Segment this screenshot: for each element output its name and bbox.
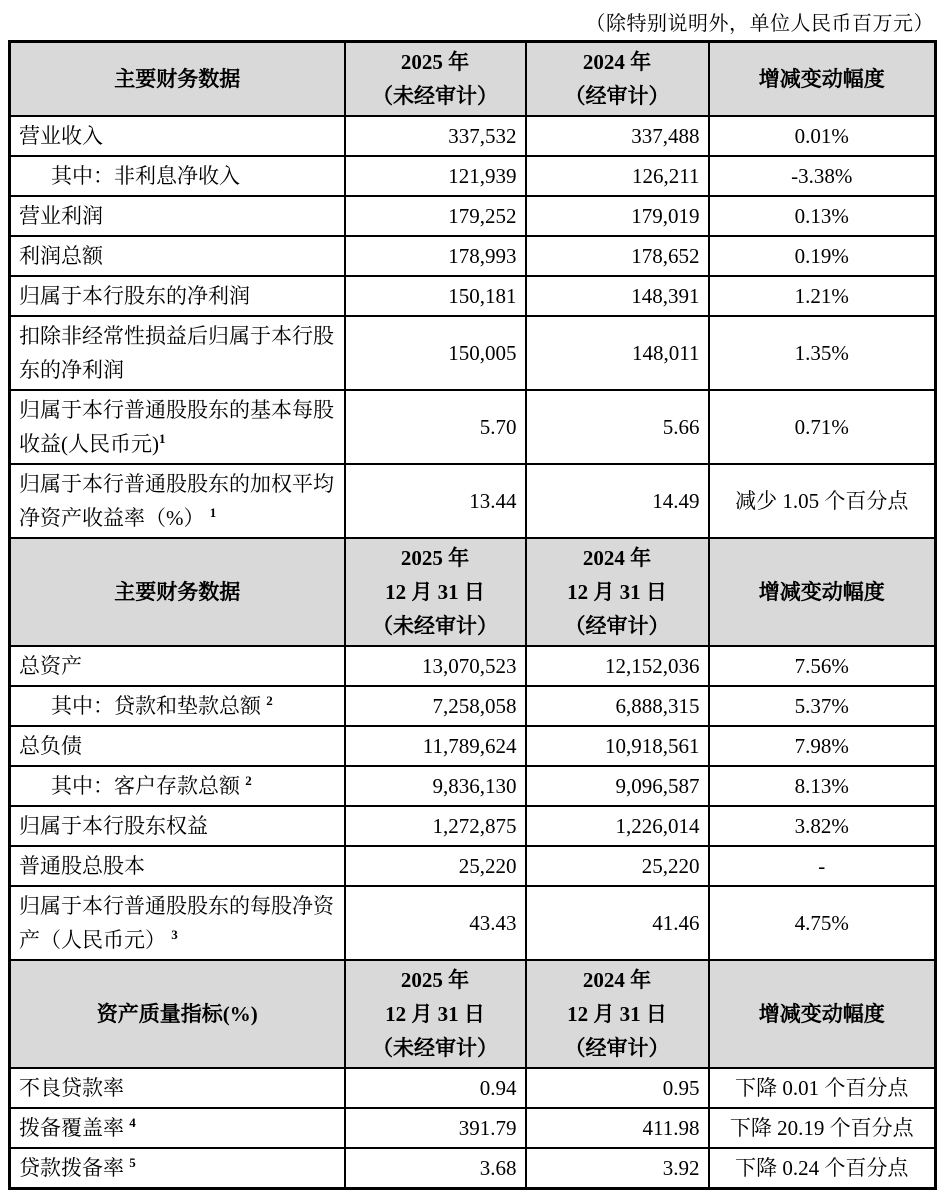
value-2024: 5.66 [526, 390, 709, 464]
row-label [10, 390, 345, 464]
value-2025: 1,272,875 [345, 806, 526, 846]
table-row [10, 686, 936, 726]
value-2024: 14.49 [526, 464, 709, 538]
change-value: 7.98% [709, 726, 936, 766]
value-2024: 6,888,315 [526, 686, 709, 726]
change-value: 1.35% [709, 316, 936, 390]
row-label [10, 276, 345, 316]
row-label-text: 利润总额 [19, 244, 103, 268]
header-change-label: 增减变动幅度 [709, 538, 936, 646]
financial-table [8, 40, 937, 1190]
row-label [10, 156, 345, 196]
header-change-label: 增减变动幅度 [709, 42, 936, 117]
row-label [10, 686, 345, 726]
footnote-marker: 5 [129, 1155, 136, 1170]
value-2025: 7,258,058 [345, 686, 526, 726]
row-label [10, 766, 345, 806]
footnote-marker: 1 [209, 505, 217, 520]
footnote-marker: 2 [266, 693, 273, 708]
footnote-marker: 4 [129, 1115, 136, 1130]
section-header-row [10, 960, 936, 1068]
header-change-label: 增减变动幅度 [709, 960, 936, 1068]
header-line: 12 月 31 日 [385, 580, 485, 604]
row-label [10, 806, 345, 846]
row-label [10, 1148, 345, 1189]
value-2024: 178,652 [526, 236, 709, 276]
header-line: 12 月 31 日 [385, 1002, 485, 1026]
value-2024: 10,918,561 [526, 726, 709, 766]
row-label [10, 316, 345, 390]
change-value: 减少 1.05 个百分点 [709, 464, 936, 538]
value-2024: 9,096,587 [526, 766, 709, 806]
header-line: 2024 年 [582, 546, 652, 570]
change-value: 4.75% [709, 886, 936, 960]
value-2024: 126,211 [526, 156, 709, 196]
table-row [10, 1068, 936, 1108]
value-2025: 0.94 [345, 1068, 526, 1108]
row-label-text: 归属于本行股东权益 [19, 814, 208, 838]
table-row [10, 886, 936, 960]
change-value: 7.56% [709, 646, 936, 686]
value-2025: 179,252 [345, 196, 526, 236]
value-2025: 337,532 [345, 116, 526, 156]
change-value: 0.71% [709, 390, 936, 464]
row-label [10, 196, 345, 236]
row-label-text: 营业收入 [19, 124, 103, 148]
table-row [10, 316, 936, 390]
header-line: （未经审计） [372, 614, 498, 638]
header-line: （未经审计） [372, 1036, 498, 1060]
row-label-text: 归属于本行股东的净利润 [19, 284, 250, 308]
value-2024: 411.98 [526, 1108, 709, 1148]
row-label-text: 贷款拨备率 [19, 1156, 130, 1180]
table-row [10, 1108, 936, 1148]
financial-table-body [10, 42, 936, 1189]
header-metric-label: 主要财务数据 [10, 42, 345, 117]
header-line: （经审计） [564, 1036, 670, 1060]
table-row [10, 116, 936, 156]
value-2025: 43.43 [345, 886, 526, 960]
change-value: 下降 20.19 个百分点 [709, 1108, 936, 1148]
change-value: 0.13% [709, 196, 936, 236]
row-label-text: 归属于本行普通股股东的加权平均净资产收益率（%） [19, 472, 334, 530]
row-label [10, 1108, 345, 1148]
footnote-marker: 3 [171, 927, 178, 942]
row-label-text: 其中：非利息净收入 [51, 164, 240, 188]
header-line: （未经审计） [372, 84, 498, 108]
header-line: 2025 年 [400, 546, 470, 570]
row-label-text: 普通股总股本 [19, 854, 145, 878]
table-row [10, 646, 936, 686]
table-row [10, 766, 936, 806]
header-col-2025 [345, 42, 526, 117]
row-label [10, 646, 345, 686]
value-2025: 121,939 [345, 156, 526, 196]
header-col-2025 [345, 960, 526, 1068]
row-label-text: 归属于本行普通股股东的每股净资产（人民币元） [19, 894, 334, 952]
table-row [10, 196, 936, 236]
value-2025: 391.79 [345, 1108, 526, 1148]
change-value: 1.21% [709, 276, 936, 316]
table-row [10, 464, 936, 538]
header-line: 12 月 31 日 [567, 1002, 667, 1026]
change-value: 下降 0.24 个百分点 [709, 1148, 936, 1189]
change-value: 下降 0.01 个百分点 [709, 1068, 936, 1108]
header-metric-label: 资产质量指标(%) [10, 960, 345, 1068]
row-label [10, 886, 345, 960]
footnote-marker: 1 [159, 431, 166, 446]
change-value: 8.13% [709, 766, 936, 806]
header-line: （经审计） [564, 84, 670, 108]
header-line: 2024 年 [582, 968, 652, 992]
header-line: 2025 年 [400, 968, 470, 992]
table-row [10, 726, 936, 766]
row-label-text: 总资产 [19, 654, 82, 678]
table-row [10, 1148, 936, 1189]
table-row [10, 156, 936, 196]
value-2025: 13.44 [345, 464, 526, 538]
table-row [10, 236, 936, 276]
header-col-2024 [526, 960, 709, 1068]
value-2024: 148,391 [526, 276, 709, 316]
value-2024: 12,152,036 [526, 646, 709, 686]
unit-note: （除特别说明外，单位人民币百万元） [585, 13, 934, 35]
value-2025: 11,789,624 [345, 726, 526, 766]
row-label [10, 726, 345, 766]
value-2024: 41.46 [526, 886, 709, 960]
section-header-row [10, 538, 936, 646]
row-label-text: 营业利润 [19, 204, 103, 228]
value-2024: 179,019 [526, 196, 709, 236]
table-row [10, 846, 936, 886]
section-header-row [10, 42, 936, 117]
table-row [10, 390, 936, 464]
change-value: - [709, 846, 936, 886]
row-label-text: 其中：客户存款总额 [51, 774, 246, 798]
row-label-text: 总负债 [19, 734, 82, 758]
value-2025: 150,005 [345, 316, 526, 390]
change-value: 0.01% [709, 116, 936, 156]
value-2024: 1,226,014 [526, 806, 709, 846]
row-label-text: 其中：贷款和垫款总额 [51, 694, 267, 718]
table-row [10, 276, 936, 316]
value-2025: 3.68 [345, 1148, 526, 1189]
row-label [10, 116, 345, 156]
header-metric-label: 主要财务数据 [10, 538, 345, 646]
row-label-text: 拨备覆盖率 [19, 1116, 130, 1140]
row-label-text: 归属于本行普通股股东的基本每股收益(人民币元) [19, 398, 334, 456]
header-col-2024 [526, 538, 709, 646]
row-label [10, 846, 345, 886]
value-2025: 13,070,523 [345, 646, 526, 686]
change-value: 3.82% [709, 806, 936, 846]
value-2025: 5.70 [345, 390, 526, 464]
header-line: 2024 年 [582, 50, 652, 74]
value-2024: 25,220 [526, 846, 709, 886]
header-col-2025 [345, 538, 526, 646]
table-row [10, 806, 936, 846]
value-2025: 150,181 [345, 276, 526, 316]
change-value: -3.38% [709, 156, 936, 196]
change-value: 5.37% [709, 686, 936, 726]
row-label [10, 1068, 345, 1108]
row-label-text: 不良贷款率 [19, 1076, 124, 1100]
value-2024: 3.92 [526, 1148, 709, 1189]
change-value: 0.19% [709, 236, 936, 276]
header-line: 2025 年 [400, 50, 470, 74]
header-line: 12 月 31 日 [567, 580, 667, 604]
footnote-marker: 2 [245, 773, 252, 788]
value-2025: 9,836,130 [345, 766, 526, 806]
value-2024: 0.95 [526, 1068, 709, 1108]
value-2025: 178,993 [345, 236, 526, 276]
value-2024: 337,488 [526, 116, 709, 156]
value-2024: 148,011 [526, 316, 709, 390]
header-col-2024 [526, 42, 709, 117]
row-label [10, 464, 345, 538]
row-label-text: 扣除非经常性损益后归属于本行股东的净利润 [19, 324, 334, 382]
header-line: （经审计） [564, 614, 670, 638]
value-2025: 25,220 [345, 846, 526, 886]
row-label [10, 236, 345, 276]
